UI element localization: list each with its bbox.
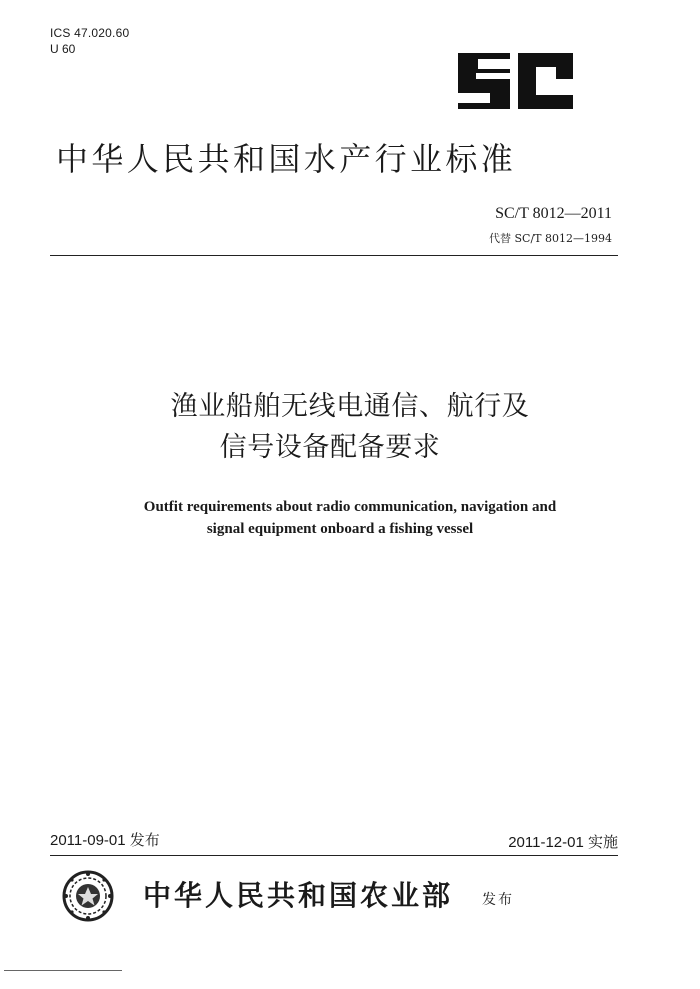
footer-rule	[4, 970, 122, 971]
implementation-date: 2011-12-01 实施	[508, 834, 618, 851]
ics-code: ICS 47.020.60	[50, 26, 130, 40]
title-english-line-2: signal equipment onboard a fishing vessel	[206, 521, 474, 537]
title-chinese-line-1: 渔业船舶无线电通信、航行及	[170, 391, 530, 422]
title-english-line-1: Outfit requirements about radio communication, navigation and	[143, 499, 557, 515]
publish-label: 发布	[482, 892, 514, 908]
replaces-standard: 代替 SC/T 8012—1994	[489, 232, 612, 245]
logo-letter-s	[458, 53, 510, 109]
standard-number: SC/T 8012—2011	[495, 205, 612, 222]
title-chinese-line-2: 信号设备配备要求	[219, 432, 441, 463]
ccs-code: U 60	[50, 42, 76, 56]
logo-letter-c	[518, 53, 573, 109]
sc-logo	[458, 53, 573, 109]
header-divider	[50, 255, 618, 256]
footer-divider	[50, 855, 618, 856]
publisher-name: 中华人民共和国农业部	[143, 879, 454, 912]
ministry-seal-icon	[62, 870, 114, 922]
issue-date: 2011-09-01 发布	[50, 832, 160, 849]
standard-type-heading: 中华人民共和国水产行业标准	[56, 140, 517, 178]
